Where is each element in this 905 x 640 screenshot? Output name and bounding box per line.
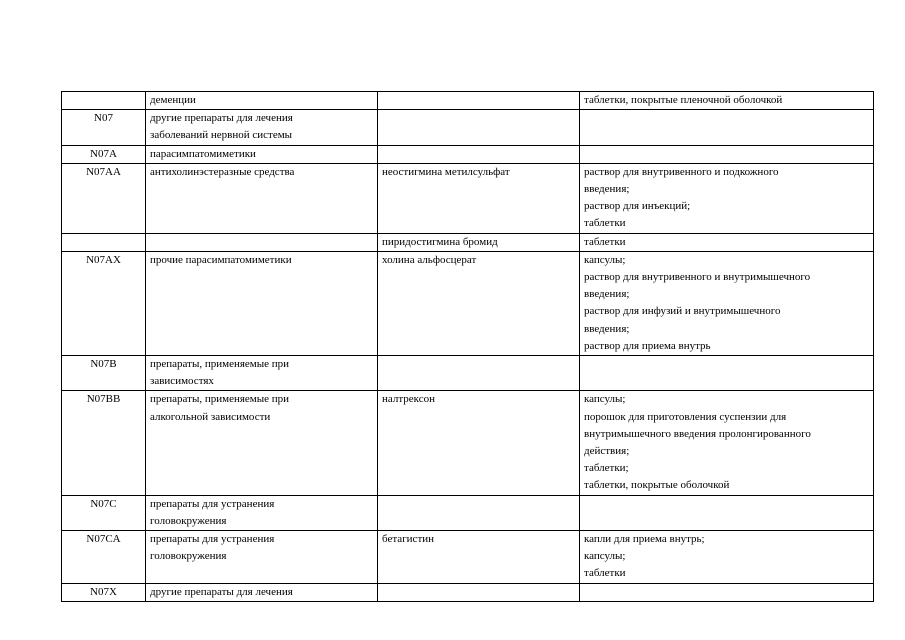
drug-name-cell <box>378 163 580 233</box>
dosage-form-line: внутримышечного введения пролонгированного <box>584 427 811 440</box>
drug-name-cell <box>378 92 580 110</box>
table-row <box>62 145 874 163</box>
group-cell <box>146 233 378 251</box>
drug-name-cell <box>378 145 580 163</box>
group-line: прочие парасимпатомиметики <box>150 253 292 266</box>
table-body <box>62 92 874 602</box>
atc-code-cell <box>62 583 146 601</box>
dosage-form-line: таблетки; <box>584 462 629 475</box>
atc-code: N07BB <box>86 393 121 406</box>
dosage-form-line: введения; <box>584 322 630 335</box>
dosage-form-cell <box>580 110 874 145</box>
drug-name-line: пиридостигмина бромид <box>382 235 498 248</box>
group-line: головокружения <box>150 514 227 527</box>
drug-name-cell <box>378 251 580 355</box>
dosage-form-line: раствор для приема внутрь <box>584 339 711 352</box>
group-line: препараты, применяемые при <box>150 393 290 406</box>
dosage-form-line: введения; <box>584 183 630 196</box>
group-line: головокружения <box>150 550 227 563</box>
group-line: зависимостях <box>150 375 214 388</box>
group-cell <box>146 495 378 530</box>
atc-code-cell <box>62 92 146 110</box>
group-line: препараты для устранения <box>150 497 275 510</box>
group-cell <box>146 110 378 145</box>
drug-name-cell <box>378 233 580 251</box>
group-line: препараты для устранения <box>150 533 275 546</box>
group-cell <box>146 163 378 233</box>
atc-code: N07X <box>90 585 117 598</box>
atc-code-cell <box>62 531 146 584</box>
atc-code: N07C <box>90 497 117 510</box>
dosage-form-line: раствор для внутривенного и подкожного <box>584 165 779 178</box>
table-row <box>62 583 874 601</box>
dosage-form-line: действия; <box>584 445 630 458</box>
group-cell <box>146 251 378 355</box>
group-line: заболеваний нервной системы <box>150 129 293 142</box>
dosage-form-cell <box>580 145 874 163</box>
group-cell <box>146 92 378 110</box>
table-row <box>62 233 874 251</box>
table-row <box>62 391 874 495</box>
dosage-form-cell <box>580 233 874 251</box>
drug-name-line: налтрексон <box>382 393 436 406</box>
group-cell <box>146 583 378 601</box>
dosage-form-line: капсулы; <box>584 393 626 406</box>
atc-code: N07 <box>94 112 113 125</box>
group-line: алкогольной зависимости <box>150 410 271 423</box>
table-row <box>62 356 874 391</box>
dosage-form-line: порошок для приготовления суспензии для <box>584 410 787 423</box>
dosage-form-line: таблетки <box>584 567 626 580</box>
group-line: другие препараты для лечения <box>150 112 293 125</box>
dosage-form-line: раствор для инъекций; <box>584 200 691 213</box>
atc-code-cell <box>62 251 146 355</box>
group-line: деменции <box>150 94 196 106</box>
atc-code-cell <box>62 391 146 495</box>
drug-name-cell <box>378 110 580 145</box>
dosage-form-line: введения; <box>584 288 630 301</box>
table-row <box>62 251 874 355</box>
table-row <box>62 531 874 584</box>
dosage-form-line: таблетки, покрытые пленочной оболочкой <box>584 94 783 106</box>
dosage-form-line: капли для приема внутрь; <box>584 533 705 546</box>
group-line: препараты, применяемые при <box>150 358 290 371</box>
dosage-form-cell <box>580 583 874 601</box>
group-line: парасимпатомиметики <box>150 147 256 160</box>
dosage-form-cell <box>580 356 874 391</box>
drug-name-cell <box>378 583 580 601</box>
atc-code: N07AA <box>86 165 121 178</box>
atc-code: N07AX <box>86 253 121 266</box>
dosage-form-cell <box>580 495 874 530</box>
drug-name-line: холина альфосцерат <box>382 253 477 266</box>
dosage-form-line: капсулы; <box>584 253 626 266</box>
group-cell <box>146 145 378 163</box>
group-line: другие препараты для лечения <box>150 585 293 598</box>
drug-name-cell <box>378 391 580 495</box>
atc-code: N07CA <box>86 533 121 546</box>
dosage-form-cell <box>580 163 874 233</box>
drug-classification-table <box>61 91 874 602</box>
table-row <box>62 495 874 530</box>
drug-name-line: бетагистин <box>382 533 435 546</box>
table-row <box>62 163 874 233</box>
dosage-form-line: капсулы; <box>584 550 626 563</box>
table-row <box>62 92 874 110</box>
atc-code: N07A <box>90 147 117 160</box>
atc-code: N07B <box>90 358 117 371</box>
dosage-form-line: таблетки, покрытые оболочкой <box>584 479 730 492</box>
drug-name-cell <box>378 531 580 584</box>
atc-code-cell <box>62 110 146 145</box>
atc-code-cell <box>62 163 146 233</box>
group-cell <box>146 391 378 495</box>
dosage-form-line: таблетки <box>584 217 626 230</box>
dosage-form-cell <box>580 92 874 110</box>
group-cell <box>146 356 378 391</box>
group-line: антихолинэстеразные средства <box>150 165 295 178</box>
drug-name-cell <box>378 356 580 391</box>
dosage-form-cell <box>580 531 874 584</box>
dosage-form-cell <box>580 251 874 355</box>
atc-code-cell <box>62 233 146 251</box>
drug-name-cell <box>378 495 580 530</box>
dosage-form-line: раствор для внутривенного и внутримышечного <box>584 271 811 284</box>
dosage-form-line: раствор для инфузий и внутримышечного <box>584 305 781 318</box>
table-row <box>62 110 874 145</box>
atc-code-cell <box>62 356 146 391</box>
atc-code-cell <box>62 495 146 530</box>
dosage-form-line: таблетки <box>584 235 626 248</box>
dosage-form-cell <box>580 391 874 495</box>
atc-code-cell <box>62 145 146 163</box>
drug-name-line: неостигмина метилсульфат <box>382 165 510 178</box>
group-cell <box>146 531 378 584</box>
